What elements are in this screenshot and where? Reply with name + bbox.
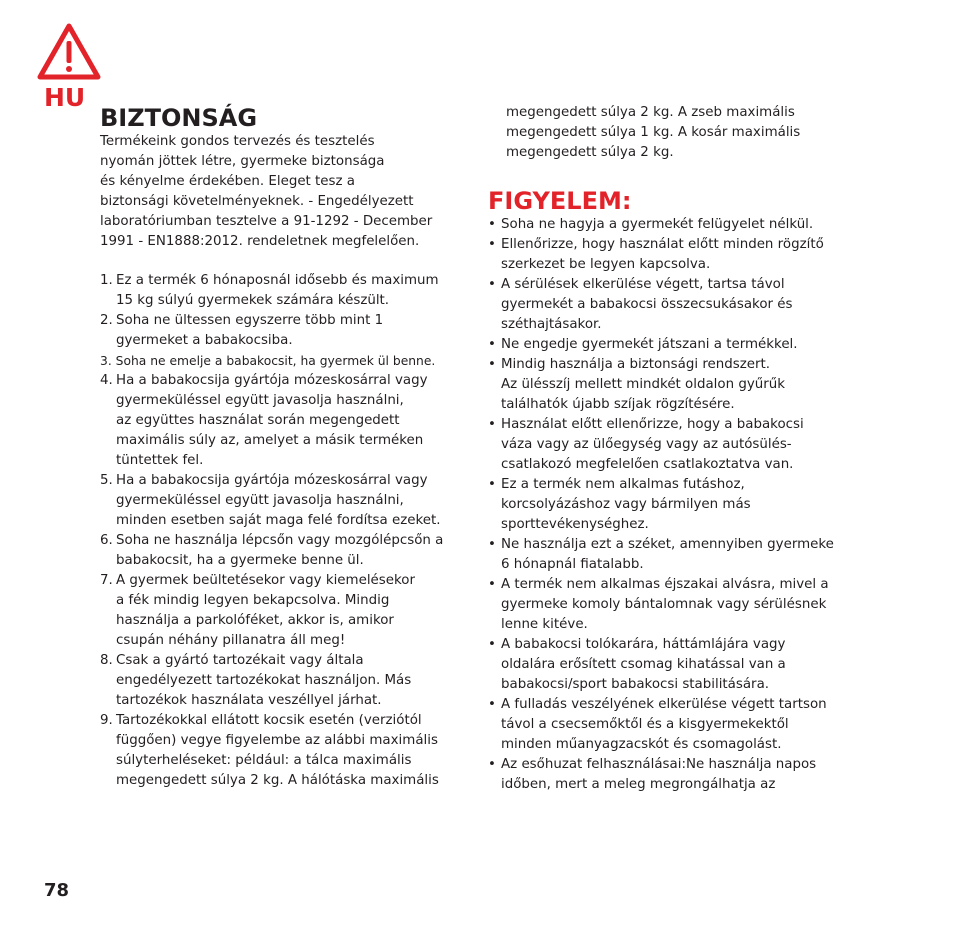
bullet-glyph: • [488,697,496,712]
list-item-line: Ha a babakocsija gyártója mózeskosárral vagy [116,373,428,388]
bullet-line: A termék nem alkalmas éjszakai alvásra, mivel a [501,577,829,592]
bullet-line: váza vagy az ülőegység vagy az autósülés- [501,437,792,452]
intro-line: és kényelme érdekében. Eleget tesz a [100,174,356,189]
list-item [100,351,443,371]
list-item [100,311,443,351]
list-item-line: csupán néhány pillanatra áll meg! [116,633,346,648]
bullet-line: időben, mert a meleg megrongálhatja az [501,777,776,792]
bullet-glyph: • [488,237,496,252]
list-item-line: függően) vegye figyelembe az alábbi maximális [116,733,438,748]
bullet-glyph: • [488,537,496,552]
bullet-item [488,415,834,475]
bullet-line: szerkezet be legyen kapcsolva. [501,257,711,272]
bullet-line: sporttevékenységhez. [501,517,649,532]
bullet-glyph: • [488,757,496,772]
bullet-line: Ellenőrizze, hogy használat előtt minden rögzítő [501,237,824,252]
numbered-safety-list [100,271,443,791]
language-code: HU [44,83,86,112]
bullet-line: találhatók újabb szíjak rögzítésére. [501,397,735,412]
bullet-item [488,235,834,275]
bullet-line: távol a csecsemőktől és a kisgyermekektől [501,717,789,732]
continuation-paragraph [506,103,800,163]
list-item [100,651,443,711]
bullet-line: minden műanyagzacskót és csomagolást. [501,737,782,752]
list-item-line: gyermeküléssel együtt javasolja használni, [116,393,404,408]
bullet-item [488,355,834,415]
list-item-line: minden esetben saját maga felé fordítsa ezeket. [116,513,441,528]
warning-triangle-icon [36,22,102,82]
page-number: 78 [44,880,70,901]
list-item [100,531,443,571]
list-item [100,471,443,531]
bullet-line: A sérülések elkerülése végett, tartsa távol [501,277,785,292]
intro-line: biztonsági követelményeknek. - Engedélyezett [100,194,414,209]
list-item [100,571,443,651]
bullet-glyph: • [488,357,496,372]
list-item-line: Csak a gyártó tartozékait vagy általa [116,653,364,668]
bullet-glyph: • [488,277,496,292]
list-number: 3. [100,354,112,368]
bullet-item [488,275,834,335]
list-item-line: engedélyezett tartozékokat használjon. Más [116,673,412,688]
bullet-item [488,535,834,575]
bullet-line: Ne engedje gyermekét játszani a termékkel. [501,337,798,352]
bullet-line: Ne használja ezt a széket, amennyiben gyermeke [501,537,834,552]
list-item-line: A gyermek beültetésekor vagy kiemelésekor [116,573,415,588]
bullet-item [488,575,834,635]
bullet-line: csatlakozó megfelelően csatlakoztatva van. [501,457,794,472]
list-number: 2. [100,313,113,328]
bullet-line: korcsolyázáshoz vagy bármilyen más [501,497,751,512]
list-item-line: tartozékok használata veszéllyel járhat. [116,693,382,708]
list-number: 6. [100,533,113,548]
section-title-safety: BIZTONSÁG [100,104,258,132]
intro-line: 1991 - EN1888:2012. rendeletnek megfelelően. [100,234,420,249]
bullet-line: oldalára erősített csomag kihatással van a [501,657,786,672]
list-item-line: Ez a termék 6 hónaposnál idősebb és maximum [116,273,439,288]
list-item-line: Ha a babakocsija gyártója mózeskosárral vagy [116,473,428,488]
bullet-item [488,475,834,535]
list-item-line: gyermeket a babakocsiba. [116,333,293,348]
bullet-line: gyermekét a babakocsi összecsukásakor és [501,297,793,312]
bullet-line: Használat előtt ellenőrizze, hogy a babakocsi [501,417,804,432]
intro-line: laboratóriumban tesztelve a 91-1292 - December [100,214,433,229]
bullet-item [488,755,834,795]
list-number: 9. [100,713,113,728]
list-item-line: Tartozékokkal ellátott kocsik esetén (verziótól [116,713,422,728]
section-title-warning: FIGYELEM: [488,187,632,215]
list-item-line: az együttes használat során megengedett [116,413,400,428]
bullet-line: A fulladás veszélyének elkerülése végett tartson [501,697,827,712]
bullet-item [488,695,834,755]
list-number: 4. [100,373,113,388]
bullet-glyph: • [488,477,496,492]
bullet-line: gyermeke komoly bántalomnak vagy sérülésnek [501,597,827,612]
list-item-line: használja a parkolóféket, akkor is, amikor [116,613,394,628]
bullet-line: Az esőhuzat felhasználásai:Ne használja napos [501,757,817,772]
bullet-line: 6 hónapnál fiatalabb. [501,557,644,572]
list-item [100,371,443,471]
list-item-line: 15 kg súlyú gyermekek számára készült. [116,293,390,308]
list-item-line: Soha ne emelje a babakocsit, ha gyermek ül benne. [115,354,436,368]
list-item-line: babakocsit, ha a gyermeke benne ül. [116,553,364,568]
bullet-line: Soha ne hagyja a gyermekét felügyelet nélkül. [501,217,814,232]
bullet-line: Ez a termék nem alkalmas futáshoz, [501,477,745,492]
intro-line: nyomán jöttek létre, gyermeke biztonsága [100,154,385,169]
warning-bullet-list [488,215,834,795]
continuation-line: megengedett súlya 2 kg. A zseb maximális [506,105,795,120]
list-item-line: tüntettek fel. [116,453,204,468]
bullet-line: Mindig használja a biztonsági rendszert. [501,357,771,372]
bullet-item [488,335,834,355]
list-number: 5. [100,473,113,488]
bullet-glyph: • [488,577,496,592]
list-item-line: megengedett súlya 2 kg. A hálótáska maximális [116,773,439,788]
list-item-line: Soha ne használja lépcsőn vagy mozgólépcsőn a [116,533,444,548]
list-item-line: Soha ne ültessen egyszerre több mint 1 [116,313,384,328]
list-number: 8. [100,653,113,668]
intro-paragraph [100,132,432,252]
bullet-line: Az ülésszíj mellett mindkét oldalon gyűrűk [501,377,785,392]
bullet-line: A babakocsi tolókarára, háttámlájára vagy [501,637,786,652]
continuation-line: megengedett súlya 1 kg. A kosár maximális [506,125,801,140]
intro-line: Termékeink gondos tervezés és tesztelés [100,134,375,149]
list-item-line: gyermeküléssel együtt javasolja használni, [116,493,404,508]
list-item [100,271,443,311]
list-number: 7. [100,573,113,588]
bullet-item [488,635,834,695]
bullet-glyph: • [488,337,496,352]
bullet-item [488,215,834,235]
bullet-line: széthajtásakor. [501,317,602,332]
list-number: 1. [100,273,113,288]
bullet-line: lenne kitéve. [501,617,588,632]
bullet-glyph: • [488,217,496,232]
list-item-line: a fék mindig legyen bekapcsolva. Mindig [116,593,390,608]
list-item [100,711,443,791]
list-item-line: súlyterheléseket: például: a tálca maximális [116,753,412,768]
bullet-glyph: • [488,637,496,652]
continuation-line: megengedett súlya 2 kg. [506,145,674,160]
bullet-line: babakocsi/sport babakocsi stabilitására. [501,677,770,692]
list-item-line: maximális súly az, amelyet a másik terméken [116,433,424,448]
bullet-glyph: • [488,417,496,432]
